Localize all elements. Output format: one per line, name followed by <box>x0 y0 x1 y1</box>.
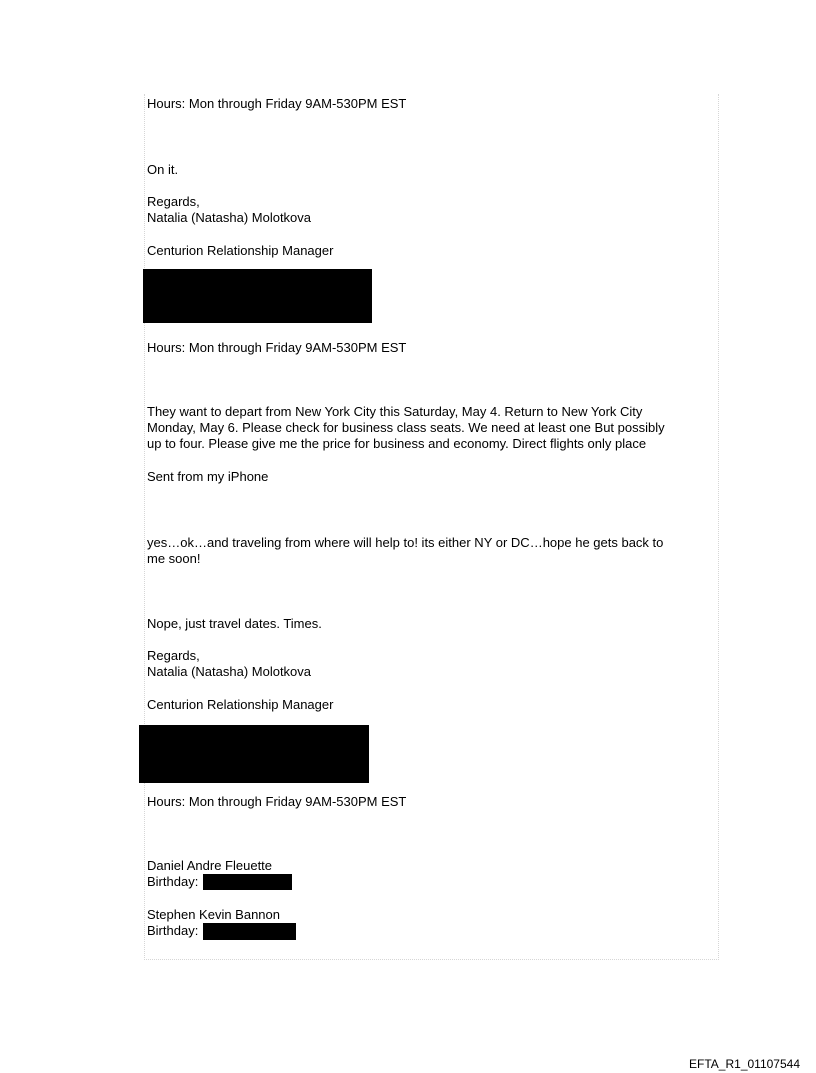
birthday-label: Birthday: <box>147 874 199 889</box>
reply-message: Nope, just travel dates. Times. <box>147 616 322 631</box>
signature-regards: Regards, <box>147 194 200 209</box>
sent-from-signature: Sent from my iPhone <box>147 469 269 484</box>
request-message-line: Monday, May 6. Please check for business class seats. We need at least one But possibly <box>147 420 665 435</box>
birthday-redaction <box>203 874 292 890</box>
reply-message-line: me soon! <box>147 551 201 566</box>
traveler-name: Stephen Kevin Bannon <box>147 907 280 922</box>
reply-message: On it. <box>147 162 179 177</box>
signature-name: Natalia (Natasha) Molotkova <box>147 210 312 225</box>
signature-regards: Regards, <box>147 648 200 663</box>
office-hours-text: Hours: Mon through Friday 9AM-530PM EST <box>147 794 407 809</box>
office-hours-text: Hours: Mon through Friday 9AM-530PM EST <box>147 96 407 111</box>
reply-message-line: yes…ok…and traveling from where will help to! its either NY or DC…hope he gets back to <box>147 535 664 550</box>
request-message-line: They want to depart from New York City this Saturday, May 4. Return to New York City <box>147 404 643 419</box>
signature-title: Centurion Relationship Manager <box>147 243 334 258</box>
traveler-name: Daniel Andre Fleuette <box>147 858 273 873</box>
birthday-redaction <box>203 923 296 940</box>
signature-title: Centurion Relationship Manager <box>147 697 334 712</box>
signature-name: Natalia (Natasha) Molotkova <box>147 664 312 679</box>
birthday-label: Birthday: <box>147 923 199 938</box>
request-message-line: up to four. Please give me the price for business and economy. Direct flights only place <box>147 436 647 451</box>
office-hours-text: Hours: Mon through Friday 9AM-530PM EST <box>147 340 407 355</box>
document-id: EFTA_R1_01107544 <box>689 1057 800 1071</box>
redaction-block <box>139 725 369 783</box>
redaction-block <box>143 269 372 323</box>
